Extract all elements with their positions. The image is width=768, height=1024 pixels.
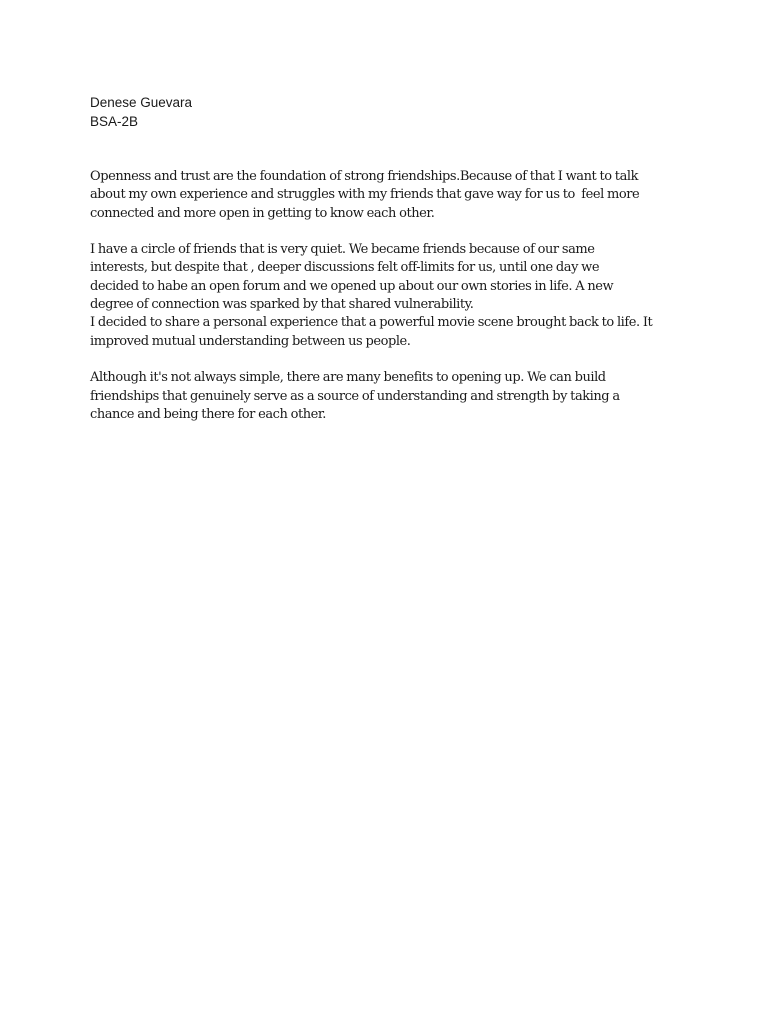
paragraph-line: Openness and trust are the foundation of strong friendships.Because of that I want to talk <box>90 169 639 184</box>
paragraph-3 <box>90 369 690 424</box>
essay-body <box>90 168 690 442</box>
paragraph-line: connected and more open in getting to know each other. <box>90 205 435 221</box>
paragraph-line: I have a circle of friends that is very quiet. We became friends because of our same <box>90 242 595 258</box>
paragraph-line: I decided to share a personal experience that a powerful movie scene brought back to life. It <box>90 315 653 331</box>
paragraph-2 <box>90 241 690 351</box>
paragraph-line: about my own experience and struggles with my friends that gave way for us to feel more <box>90 187 640 203</box>
paragraph-line: chance and being there for each other. <box>90 406 326 422</box>
paragraph-line: degree of connection was sparked by that shared vulnerability. <box>90 297 474 313</box>
class-section: BSA-2B <box>90 114 139 129</box>
document-header <box>90 93 192 131</box>
author-name: Denese Guevara <box>90 95 193 110</box>
paragraph-line: Although it's not always simple, there are many benefits to opening up. We can build <box>90 370 606 386</box>
paragraph-line: improved mutual understanding between us people. <box>90 333 411 349</box>
paragraph-1 <box>90 168 690 223</box>
paragraph-line: interests, but despite that , deeper discussions felt off-limits for us, until one day we <box>90 260 600 276</box>
paragraph-line: friendships that genuinely serve as a source of understanding and strength by taking a <box>90 388 620 404</box>
paragraph-line: decided to habe an open forum and we opened up about our own stories in life. A new <box>90 278 614 294</box>
